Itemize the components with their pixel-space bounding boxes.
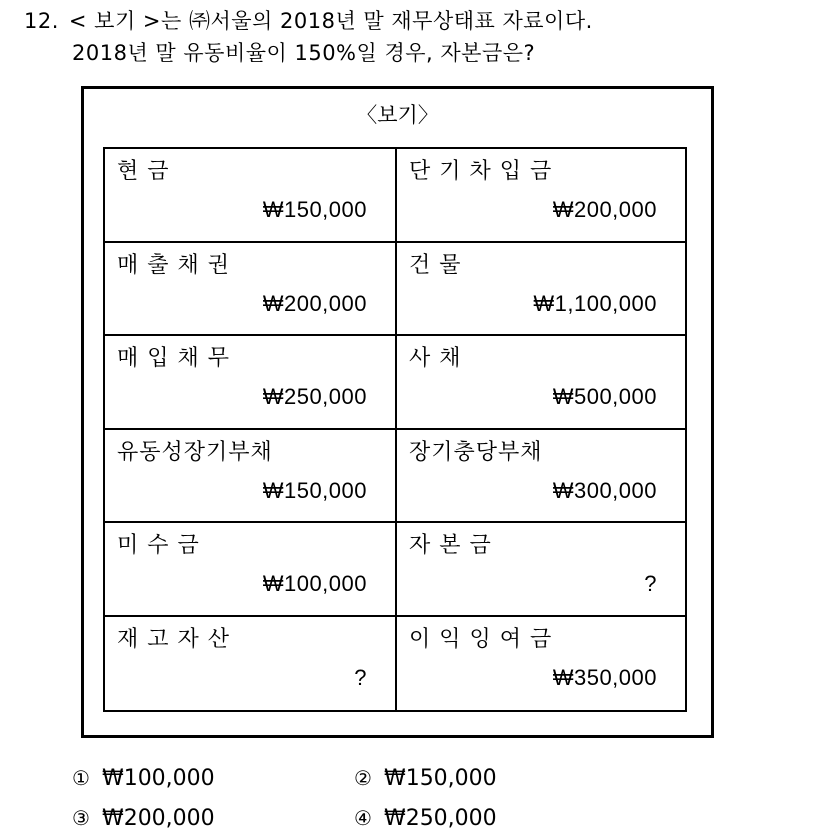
table-cell bbox=[105, 523, 397, 617]
table-cell bbox=[105, 243, 397, 337]
choice-1[interactable] bbox=[72, 758, 215, 799]
choice-mark: ② bbox=[354, 766, 372, 790]
table-cell bbox=[105, 336, 397, 430]
question-number: 12. bbox=[24, 9, 59, 33]
account-label: 자 본 금 bbox=[409, 533, 492, 558]
table-cell bbox=[397, 430, 685, 524]
choice-text: ₩250,000 bbox=[383, 806, 497, 831]
choice-text: ₩200,000 bbox=[101, 806, 215, 831]
account-label: 장기충당부채 bbox=[409, 439, 543, 465]
choice-text: ₩150,000 bbox=[383, 766, 497, 791]
table-cell bbox=[397, 336, 685, 430]
choice-mark: ① bbox=[72, 766, 90, 790]
table-cell bbox=[397, 243, 685, 337]
account-label: 미 수 금 bbox=[117, 533, 200, 558]
choice-mark: ③ bbox=[72, 806, 90, 830]
table-cell bbox=[105, 149, 397, 243]
account-value: ₩500,000 bbox=[552, 384, 657, 409]
account-value: ₩150,000 bbox=[262, 477, 367, 503]
account-label: 현 금 bbox=[117, 159, 170, 184]
table-cell bbox=[105, 617, 397, 711]
account-label: 유동성장기부채 bbox=[117, 439, 273, 465]
table-cell bbox=[105, 430, 397, 524]
account-value: ₩200,000 bbox=[262, 290, 367, 316]
choice-text: ₩100,000 bbox=[101, 766, 215, 791]
account-label: 매 입 채 무 bbox=[117, 346, 230, 371]
account-value: ₩200,000 bbox=[552, 197, 657, 222]
account-value: ? bbox=[644, 571, 657, 596]
choice-mark: ④ bbox=[354, 806, 372, 830]
account-label: 단 기 차 입 금 bbox=[409, 159, 553, 184]
account-value: ₩300,000 bbox=[552, 477, 657, 503]
choice-2[interactable] bbox=[354, 758, 497, 799]
balance-sheet-table bbox=[103, 147, 687, 712]
account-label: 재 고 자 산 bbox=[117, 626, 230, 652]
table-cell bbox=[397, 523, 685, 617]
account-label: 사 채 bbox=[409, 346, 462, 371]
question-text-1: < 보기 >는 ㈜서울의 2018년 말 재무상태표 자료이다. bbox=[68, 9, 593, 33]
account-label: 건 물 bbox=[409, 252, 462, 278]
account-value: ₩350,000 bbox=[552, 664, 657, 690]
account-value: ₩150,000 bbox=[262, 197, 367, 222]
table-cell bbox=[397, 149, 685, 243]
account-value: ₩100,000 bbox=[262, 571, 367, 596]
choice-4[interactable] bbox=[354, 798, 497, 839]
example-box bbox=[81, 86, 714, 738]
account-label: 매 출 채 권 bbox=[117, 252, 230, 278]
account-value: ₩1,100,000 bbox=[533, 290, 657, 316]
choice-3[interactable] bbox=[72, 798, 215, 839]
account-label: 이 익 잉 여 금 bbox=[409, 626, 553, 652]
question-line-1 bbox=[24, 8, 593, 34]
table-cell bbox=[397, 617, 685, 711]
example-box-title: 〈보기〉 bbox=[356, 103, 439, 127]
question-line-2: 2018년 말 유동비율이 150%일 경우, 자본금은? bbox=[72, 41, 536, 65]
account-value: ? bbox=[354, 664, 367, 690]
account-value: ₩250,000 bbox=[262, 384, 367, 409]
